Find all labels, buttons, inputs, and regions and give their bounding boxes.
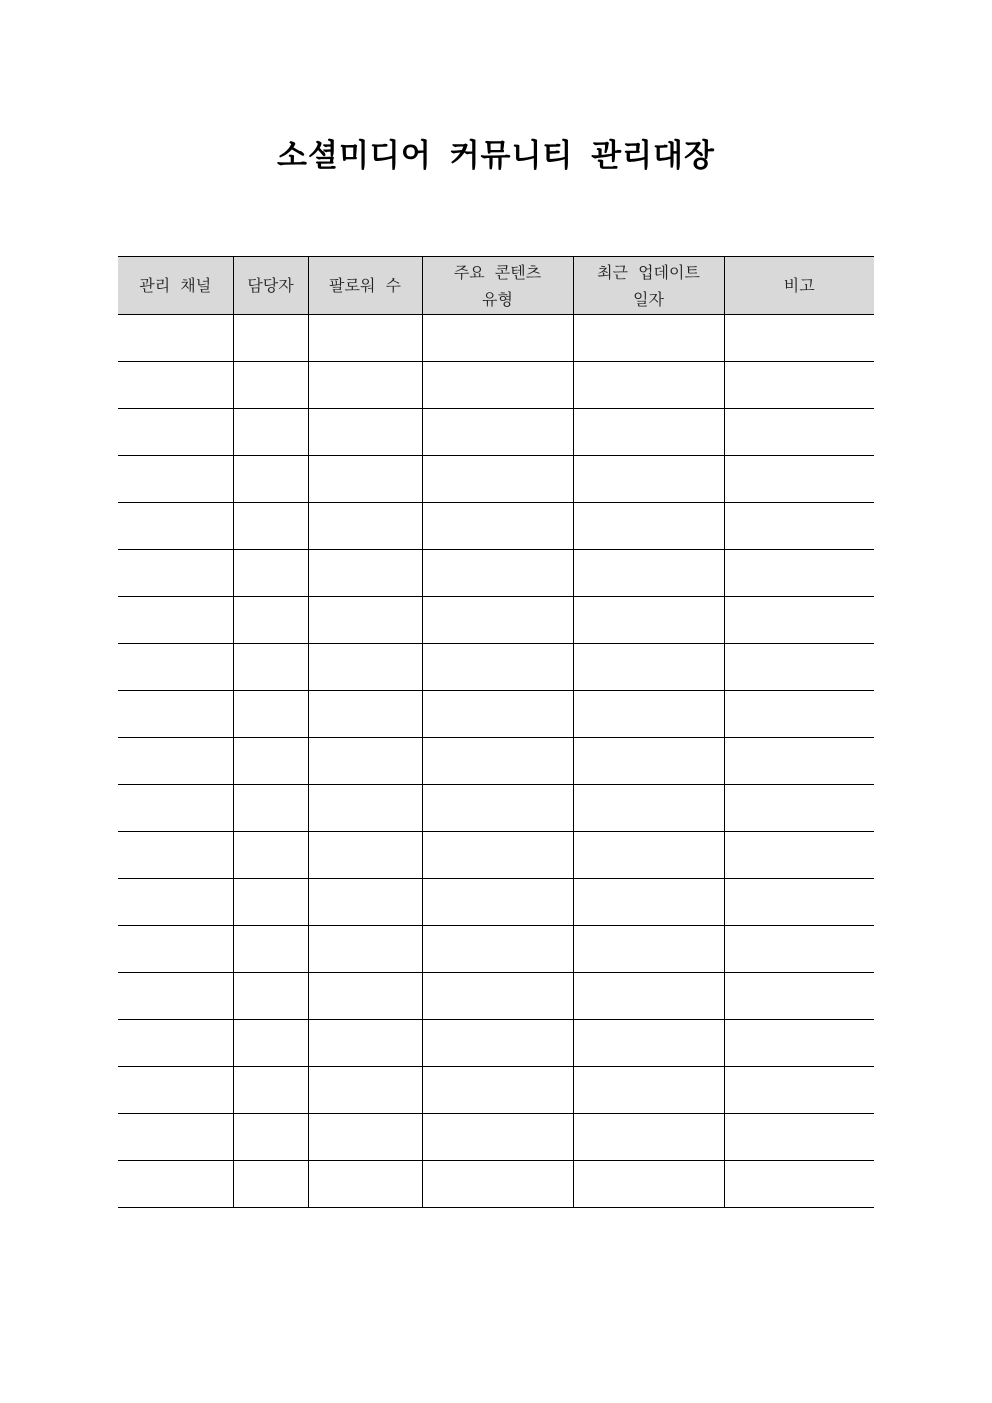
header-content-type — [422, 257, 573, 315]
cell-remarks[interactable] — [724, 1067, 874, 1114]
cell-content-type[interactable] — [422, 832, 573, 879]
cell-channel[interactable] — [118, 738, 233, 785]
cell-manager[interactable] — [233, 1020, 308, 1067]
table-row — [118, 879, 874, 926]
cell-content-type[interactable] — [422, 879, 573, 926]
cell-manager[interactable] — [233, 503, 308, 550]
cell-channel[interactable] — [118, 362, 233, 409]
cell-content-type[interactable] — [422, 785, 573, 832]
header-channel-label: 관리 채널 — [139, 276, 212, 295]
cell-followers[interactable] — [308, 597, 422, 644]
cell-content-type[interactable] — [422, 315, 573, 362]
table-row — [118, 785, 874, 832]
cell-remarks[interactable] — [724, 879, 874, 926]
cell-last-update[interactable] — [573, 315, 724, 362]
cell-last-update[interactable] — [573, 832, 724, 879]
cell-followers[interactable] — [308, 973, 422, 1020]
cell-content-type[interactable] — [422, 1114, 573, 1161]
header-remarks-label: 비고 — [783, 276, 815, 295]
table-row — [118, 738, 874, 785]
cell-followers[interactable] — [308, 644, 422, 691]
cell-content-type[interactable] — [422, 1020, 573, 1067]
table-row — [118, 1114, 874, 1161]
cell-manager[interactable] — [233, 1114, 308, 1161]
cell-remarks[interactable] — [724, 362, 874, 409]
header-manager-label: 담당자 — [247, 276, 294, 295]
cell-last-update[interactable] — [573, 644, 724, 691]
header-followers-label: 팔로워 수 — [329, 276, 401, 295]
cell-followers[interactable] — [308, 550, 422, 597]
cell-followers[interactable] — [308, 1161, 422, 1208]
cell-content-type[interactable] — [422, 738, 573, 785]
cell-manager[interactable] — [233, 1067, 308, 1114]
cell-followers[interactable] — [308, 456, 422, 503]
cell-last-update[interactable] — [573, 362, 724, 409]
cell-followers[interactable] — [308, 362, 422, 409]
cell-remarks[interactable] — [724, 315, 874, 362]
table-row — [118, 832, 874, 879]
cell-content-type[interactable] — [422, 973, 573, 1020]
cell-channel[interactable] — [118, 691, 233, 738]
cell-last-update[interactable] — [573, 1161, 724, 1208]
cell-channel[interactable] — [118, 597, 233, 644]
cell-manager[interactable] — [233, 926, 308, 973]
cell-remarks[interactable] — [724, 503, 874, 550]
table-row — [118, 315, 874, 362]
cell-channel[interactable] — [118, 785, 233, 832]
cell-manager[interactable] — [233, 691, 308, 738]
cell-last-update[interactable] — [573, 1067, 724, 1114]
cell-remarks[interactable] — [724, 785, 874, 832]
table-row — [118, 1067, 874, 1114]
cell-remarks[interactable] — [724, 456, 874, 503]
cell-followers[interactable] — [308, 832, 422, 879]
table-row — [118, 409, 874, 456]
header-content-type-label-line1: 주요 콘텐츠 — [453, 262, 542, 282]
cell-manager[interactable] — [233, 973, 308, 1020]
table-row — [118, 362, 874, 409]
cell-manager[interactable] — [233, 832, 308, 879]
cell-content-type[interactable] — [422, 503, 573, 550]
cell-channel[interactable] — [118, 456, 233, 503]
cell-channel[interactable] — [118, 409, 233, 456]
table-row — [118, 597, 874, 644]
cell-followers[interactable] — [308, 503, 422, 550]
cell-manager[interactable] — [233, 362, 308, 409]
cell-channel[interactable] — [118, 1067, 233, 1114]
cell-followers[interactable] — [308, 1020, 422, 1067]
cell-channel[interactable] — [118, 503, 233, 550]
cell-channel[interactable] — [118, 315, 233, 362]
cell-manager[interactable] — [233, 1161, 308, 1208]
cell-manager[interactable] — [233, 879, 308, 926]
table-body — [118, 315, 874, 1208]
cell-manager[interactable] — [233, 644, 308, 691]
cell-manager[interactable] — [233, 597, 308, 644]
cell-remarks[interactable] — [724, 691, 874, 738]
cell-remarks[interactable] — [724, 550, 874, 597]
table-row — [118, 691, 874, 738]
cell-last-update[interactable] — [573, 597, 724, 644]
cell-content-type[interactable] — [422, 362, 573, 409]
table-row — [118, 644, 874, 691]
cell-last-update[interactable] — [573, 973, 724, 1020]
cell-remarks[interactable] — [724, 644, 874, 691]
cell-content-type[interactable] — [422, 597, 573, 644]
table-row — [118, 456, 874, 503]
cell-remarks[interactable] — [724, 926, 874, 973]
cell-remarks[interactable] — [724, 738, 874, 785]
table-row — [118, 926, 874, 973]
cell-last-update[interactable] — [573, 738, 724, 785]
cell-last-update[interactable] — [573, 503, 724, 550]
cell-manager[interactable] — [233, 550, 308, 597]
cell-content-type[interactable] — [422, 1067, 573, 1114]
cell-channel[interactable] — [118, 1161, 233, 1208]
header-followers — [308, 257, 422, 315]
cell-channel[interactable] — [118, 1020, 233, 1067]
cell-followers[interactable] — [308, 315, 422, 362]
cell-followers[interactable] — [308, 409, 422, 456]
cell-channel[interactable] — [118, 1114, 233, 1161]
cell-last-update[interactable] — [573, 456, 724, 503]
table-row — [118, 1020, 874, 1067]
cell-remarks[interactable] — [724, 597, 874, 644]
cell-channel[interactable] — [118, 832, 233, 879]
cell-remarks[interactable] — [724, 1114, 874, 1161]
cell-last-update[interactable] — [573, 879, 724, 926]
cell-content-type[interactable] — [422, 1161, 573, 1208]
cell-followers[interactable] — [308, 691, 422, 738]
cell-followers[interactable] — [308, 926, 422, 973]
cell-content-type[interactable] — [422, 926, 573, 973]
cell-followers[interactable] — [308, 1114, 422, 1161]
cell-content-type[interactable] — [422, 456, 573, 503]
cell-manager[interactable] — [233, 409, 308, 456]
page-title: 소셜미디어 커뮤니티 관리대장 — [277, 138, 715, 174]
cell-manager[interactable] — [233, 738, 308, 785]
header-channel — [118, 257, 233, 315]
header-last-update-label-line2: 일자 — [633, 289, 664, 309]
cell-content-type[interactable] — [422, 644, 573, 691]
cell-channel[interactable] — [118, 644, 233, 691]
cell-content-type[interactable] — [422, 409, 573, 456]
cell-last-update[interactable] — [573, 691, 724, 738]
cell-followers[interactable] — [308, 785, 422, 832]
table-row — [118, 1161, 874, 1208]
cell-last-update[interactable] — [573, 1114, 724, 1161]
cell-channel[interactable] — [118, 926, 233, 973]
cell-channel[interactable] — [118, 550, 233, 597]
header-last-update-label-line1: 최근 업데이트 — [597, 262, 700, 282]
header-content-type-label-line2: 유형 — [482, 289, 513, 309]
cell-followers[interactable] — [308, 738, 422, 785]
table-row — [118, 973, 874, 1020]
cell-followers[interactable] — [308, 1067, 422, 1114]
header-manager — [233, 257, 308, 315]
cell-last-update[interactable] — [573, 409, 724, 456]
cell-channel[interactable] — [118, 879, 233, 926]
cell-content-type[interactable] — [422, 691, 573, 738]
cell-last-update[interactable] — [573, 926, 724, 973]
cell-channel[interactable] — [118, 973, 233, 1020]
cell-last-update[interactable] — [573, 785, 724, 832]
header-last-update — [573, 257, 724, 315]
cell-last-update[interactable] — [573, 1020, 724, 1067]
cell-last-update[interactable] — [573, 550, 724, 597]
cell-followers[interactable] — [308, 879, 422, 926]
cell-remarks[interactable] — [724, 409, 874, 456]
header-remarks — [724, 257, 874, 315]
cell-content-type[interactable] — [422, 550, 573, 597]
cell-remarks[interactable] — [724, 973, 874, 1020]
cell-remarks[interactable] — [724, 1020, 874, 1067]
table-row — [118, 503, 874, 550]
table-header-row — [118, 257, 874, 315]
cell-manager[interactable] — [233, 456, 308, 503]
cell-remarks[interactable] — [724, 832, 874, 879]
cell-remarks[interactable] — [724, 1161, 874, 1208]
cell-manager[interactable] — [233, 315, 308, 362]
table-row — [118, 550, 874, 597]
management-ledger-table — [118, 256, 874, 1208]
cell-manager[interactable] — [233, 785, 308, 832]
